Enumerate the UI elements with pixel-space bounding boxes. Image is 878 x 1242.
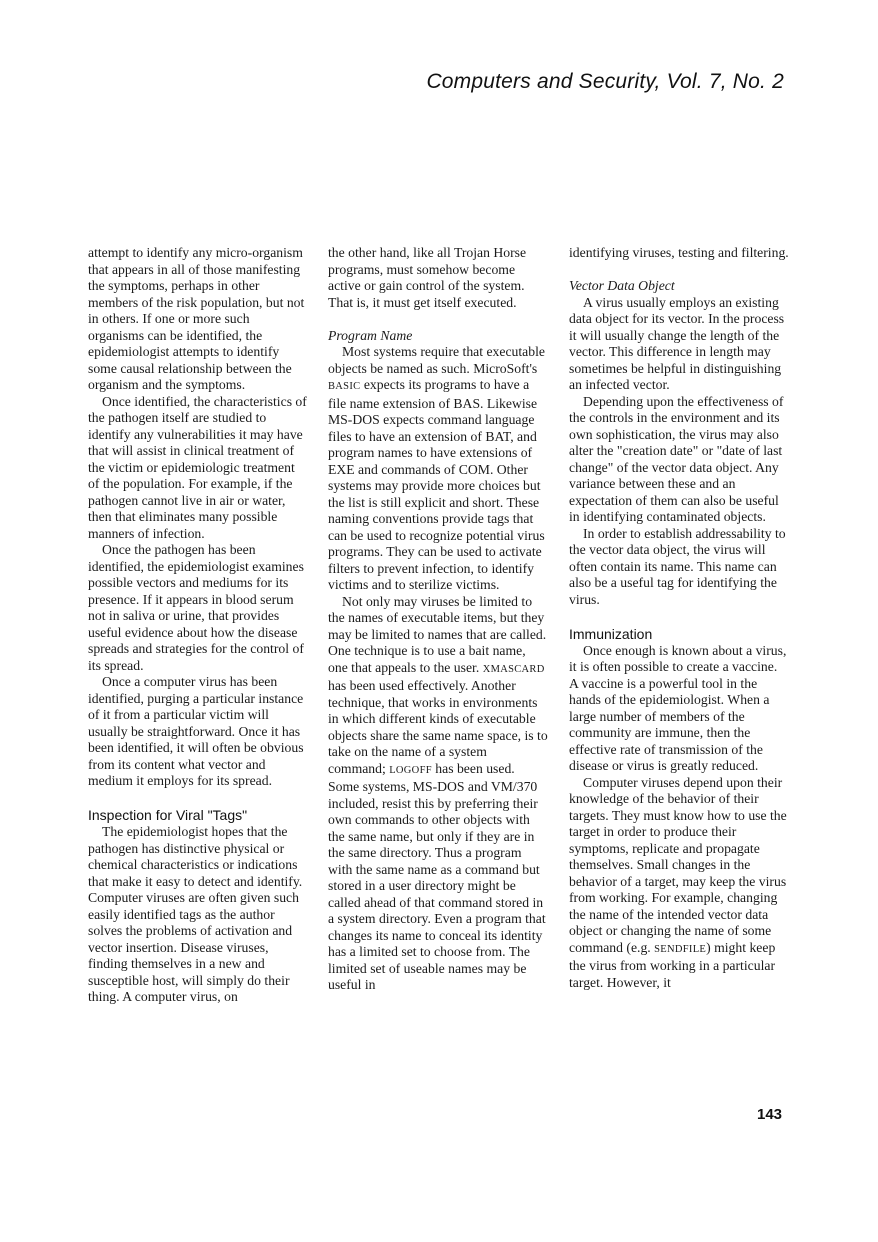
text-column-1 [88, 245, 308, 1006]
text-run: has been used. Some systems, MS-DOS and VM/370 included, resist this by preferring their own commands to other objects with the same name, but only if they are in the same directory. Thus a program with the same name as a command but stored in a user directory might be called ahead of that command stored in a system directory. Even a program that changes its name to conceal its identity has a limited set to choose from. The limited set of useable names may be useful in [328, 760, 546, 992]
paragraph: Depending upon the effectiveness of the controls in the environment and its own sophistication, the virus may also alter the "creation date" or "date of last change" of the vector data object. Any variance between these and an expectation of them can also be useful in identifying contaminated objects. [569, 393, 784, 524]
paragraph [328, 344, 548, 594]
paragraph: the other hand, like all Trojan Horse programs, must somehow become active or gain control of the system. That is, it must get itself executed. [328, 245, 527, 310]
text-run: has been used effectively. Another technique, that works in environments in which different kinds of executable objects share the same name space, is to take on the name of a system command; [328, 678, 548, 776]
paragraph: Once identified, the characteristics of the pathogen itself are studied to identify any vulnerabilities it may have that will assist in clinical treatment of the victim or epidemiologic treatment of the population. For example, if the pathogen cannot live in air or water, then that eliminates many possible manners of infection. [88, 393, 307, 541]
paragraph [569, 775, 789, 992]
paragraph: identifying viruses, testing and filtering. [569, 245, 789, 260]
small-caps-term: LOGOFF [389, 764, 432, 776]
subheading-program-name: Program Name [328, 327, 413, 343]
paragraph [328, 594, 548, 994]
page-number: 143 [757, 1106, 783, 1123]
section-heading-immunization: Immunization [569, 625, 653, 642]
small-caps-term: BASIC [328, 381, 361, 392]
text-column-3 [569, 245, 789, 991]
paragraph: A virus usually employs an existing data object for its vector. In the process it will usually change the length of the vector. This difference in length may sometimes be helpful in distinguishing an infected vector. [569, 294, 785, 392]
text-run: Most systems require that executable objects be named as such. MicroSoft's [328, 344, 545, 376]
section-heading-inspection: Inspection for Viral "Tags" [88, 807, 248, 823]
paragraph: Once a computer virus has been identified, purging a particular instance of it from a particular victim will usually be straightforward. Once it has been identified, it will often be obvious from its content what vector and medium it employs for its spread. [88, 674, 304, 788]
text-column-2 [328, 245, 548, 994]
text-run: ) might keep the virus from working in a particular target. However, it [569, 939, 776, 990]
paragraph: Once the pathogen has been identified, the epidemiologist examines possible vectors and mediums for its presence. If it appears in blood serum not in saliva or urine, that provides useful evidence about how the disease spreads and strategies for the control of its spread. [88, 542, 304, 673]
paragraph: The epidemiologist hopes that the pathogen has distinctive physical or chemical characteristics or indications that make it easy to detect and identify. Computer viruses are often given such easily identified tags as the author solves the problems of activation and vector insertion. Disease viruses, finding themselves in a new and susceptible host, will simply do their thing. A computer virus, on [88, 824, 303, 1004]
running-head: Computers and Security, Vol. 7, No. 2 [426, 70, 784, 93]
paragraph: Once enough is known about a virus, it is often possible to create a vaccine. A vaccine is a powerful tool in the hands of the epidemiologist. When a large number of members of the community are immune, then the effective rate of transmission of the disease or virus is greatly reduced. [569, 642, 787, 773]
text-run: Computer viruses depend upon their knowledge of the behavior of their targets. They must know how to use the target in order to produce their symptoms, replicate and propagate themselves. Small changes in the behavior of a target, may keep the virus from working. For example, changing the name of the intended vector data object or changing the name of some command (e.g. [569, 774, 787, 955]
text-run: Not only may viruses be limited to the names of executable items, but they may be limited to names that are called. One technique is to use a bait name, one that appeals to the user. [328, 593, 547, 675]
paragraph: attempt to identify any micro-organism that appears in all of those manifesting the symptoms, perhaps in other members of the risk population, but not in others. If one or more such organisms can be identified, the epidemiologist attempts to identify some causal relationship between the organism and the symptoms. [88, 245, 305, 392]
subheading-vector-data-object: Vector Data Object [569, 278, 675, 293]
small-caps-term: SENDFILE [654, 943, 707, 955]
text-run: expects its programs to have a file name extension of BAS. Likewise MS-DOS expects command language files to have an extension of BAT, and program names to have extensions of EXE and commands of COM. Other systems may provide more choices but the list is still explicit and short. These naming conventions provide tags that can be used to recognize potential virus programs. They can be used to activate filters to prevent infection, to identify victims and to sterilize victims. [328, 377, 545, 592]
small-caps-term: XMASCARD [482, 663, 545, 675]
paragraph: In order to establish addressability to the vector data object, the virus will often contain its name. This name can also be a useful tag for identifying the virus. [569, 525, 786, 607]
